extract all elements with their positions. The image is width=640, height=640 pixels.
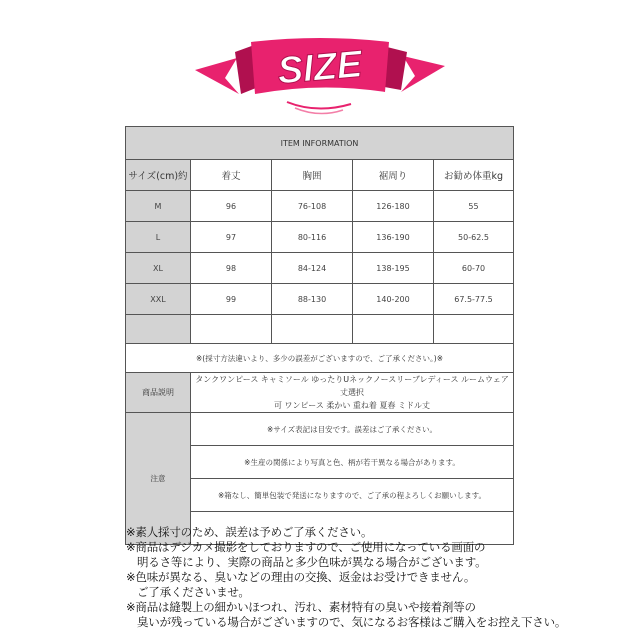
empty-cell: [191, 315, 272, 344]
header-chest: 胸囲: [272, 160, 353, 191]
table-cell: 96: [191, 191, 272, 222]
table-cell: 55: [434, 191, 514, 222]
table-row: [126, 284, 514, 315]
table-row: [126, 191, 514, 222]
header-weight: お勧め体重kg: [434, 160, 514, 191]
empty-row: [126, 315, 514, 344]
table-cell: 84-124: [272, 253, 353, 284]
size-label: M: [126, 191, 191, 222]
table-cell: 99: [191, 284, 272, 315]
product-desc-line: 可 ワンピース 柔かい 重ね着 夏春 ミドル丈: [274, 401, 430, 410]
table-cell: 80-116: [272, 222, 353, 253]
table-title: ITEM INFORMATION: [126, 127, 514, 160]
empty-cell: [272, 315, 353, 344]
size-label: XXL: [126, 284, 191, 315]
footnote-line: 臭いが残っている場合がございますので、気になるお客様はご購入をお控え下さい。: [137, 615, 567, 629]
table-cell: 88-130: [272, 284, 353, 315]
product-desc-row: [126, 373, 514, 413]
measure-note: ※(採寸方法違いより、多少の誤差がございますので、ご了承ください。)※: [126, 344, 514, 373]
table-cell: 97: [191, 222, 272, 253]
table-cell: 140-200: [353, 284, 434, 315]
header-row: [126, 160, 514, 191]
table-cell: 136-190: [353, 222, 434, 253]
product-desc-line: タンクワンピース キャミソール ゆったりUネックノースリーブレディース ルームウェア 丈選択: [195, 375, 509, 397]
footnote-line: 明るさ等により、実際の商品と多少色味が異なる場合がございます。: [137, 555, 487, 569]
size-banner: [195, 30, 445, 120]
footnote-line: ご了承くださいませ。: [137, 585, 250, 599]
table-cell: 98: [191, 253, 272, 284]
header-hem: 裾周り: [353, 160, 434, 191]
footnote-line: ※色味が異なる、臭いなどの理由の交換、返金はお受けできません。: [126, 570, 476, 584]
table-cell: 60-70: [434, 253, 514, 284]
attention-note: ※サイズ表記は目安です。誤差はご了承ください。: [191, 413, 514, 446]
table-row: [126, 222, 514, 253]
table-row: [126, 253, 514, 284]
table-cell: 76-108: [272, 191, 353, 222]
attention-note: ※生産の関係により写真と色、柄が若干異なる場合があります。: [191, 446, 514, 479]
footnotes: [126, 525, 596, 630]
footnote-line: ※商品は縫製上の細かいほつれ、汚れ、素材特有の臭いや接着剤等の: [126, 600, 476, 614]
header-size: サイズ(cm)約: [126, 160, 191, 191]
size-table: [125, 126, 514, 545]
size-label: XL: [126, 253, 191, 284]
empty-cell: [434, 315, 514, 344]
attention-label: 注意: [126, 413, 191, 545]
banner-title: SIZE: [275, 43, 364, 93]
footnote-line: ※素人採寸のため、誤差は予めご了承ください。: [126, 525, 373, 539]
product-desc-label: 商品説明: [126, 373, 191, 413]
product-desc: [191, 373, 514, 413]
header-length: 着丈: [191, 160, 272, 191]
empty-cell: [126, 315, 191, 344]
empty-cell: [353, 315, 434, 344]
table-cell: 50-62.5: [434, 222, 514, 253]
table-cell: 126-180: [353, 191, 434, 222]
footnote-line: ※商品はデジカメ撮影をしておりますので、ご使用になっている画面の: [126, 540, 486, 554]
size-label: L: [126, 222, 191, 253]
table-cell: 138-195: [353, 253, 434, 284]
table-cell: 67.5-77.5: [434, 284, 514, 315]
attention-note: ※箱なし、簡単包装で発送になりますので、ご了承の程よろしくお願いします。: [191, 479, 514, 512]
